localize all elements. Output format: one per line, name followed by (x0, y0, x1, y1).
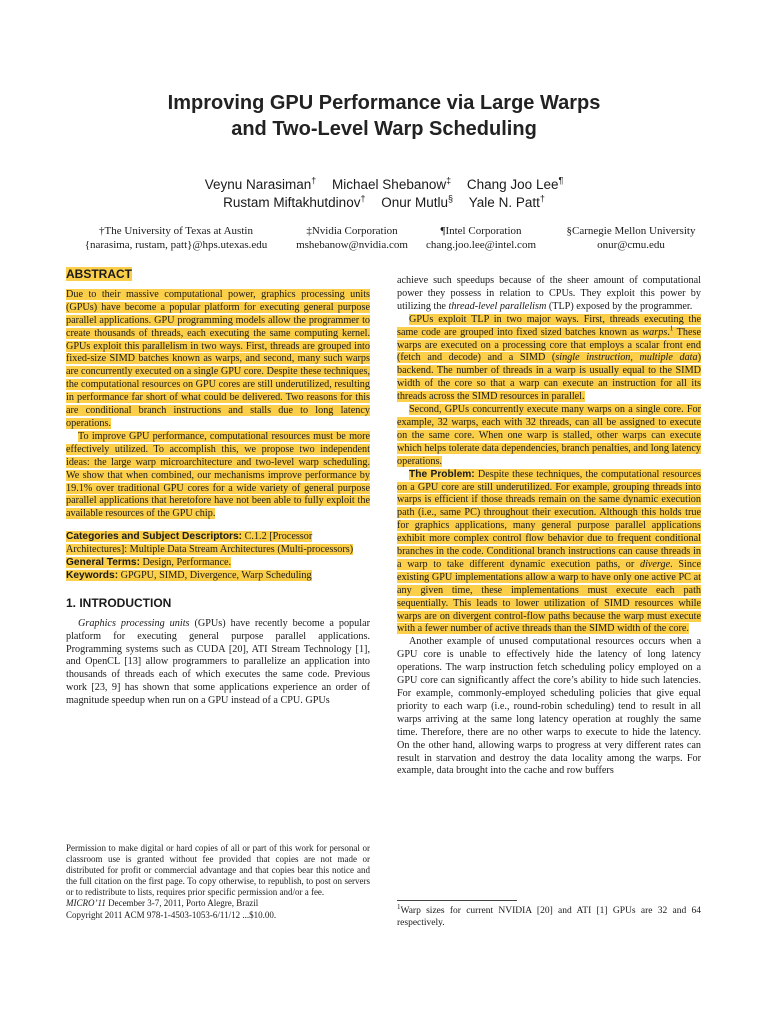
affiliation-ut-austin (64, 225, 288, 252)
intro-term: Graphics processing units (78, 617, 190, 629)
general-terms-block (66, 557, 370, 570)
emphasis-term: diverge (639, 558, 671, 570)
copyright-line: Copyright 2011 ACM 978-1-4503-1053-6/11/12 ...$10.00. (66, 909, 277, 920)
author (205, 177, 317, 192)
author-mark: † (360, 193, 366, 204)
venue-name: MICRO’11 (66, 898, 106, 909)
introduction-heading: 1. INTRODUCTION (66, 595, 172, 610)
paper-title (0, 90, 768, 142)
author (223, 195, 365, 210)
affiliation-intel (418, 225, 544, 252)
right-paragraph-0 (397, 275, 701, 314)
right-paragraph-3 (397, 469, 701, 637)
problem-label: The Problem: (409, 468, 475, 480)
affiliation-email: {narasima, rustam, patt}@hps.utexas.edu (84, 238, 268, 251)
permission-notice (66, 843, 370, 921)
highlighted-text: These warps are executed on a processing core that employs a scalar front end (fetch and decode) and a SIMD ( (397, 326, 701, 364)
abstract-text: Due to their massive computational power, graphics processing units (GPUs) have become a popular platform for executing general purpose parallel applications. GPU programming models allow the programmer to create thousands of threads, each executing the same computing kernel. GPUs exploit this parallelism in two ways. First, threads are grouped into fixed-size SIMD batches known as warps, and second, many such warps are concurrently executed on a single GPU core. Despite these techniques, the computational resources on GPU cores are still underutilized, resulting in performance far short of what could be delivered. Two reasons for this are conditional branch instructions and stalls due to long latency operations. (66, 288, 370, 429)
right-paragraph-4 (397, 636, 701, 778)
venue-details: December 3-7, 2011, Porto Alegre, Brazil (105, 898, 259, 909)
author-mark: ‡ (446, 175, 452, 186)
affiliation-name: ¶Intel Corporation (440, 225, 522, 237)
categories-label: Categories and Subject Descriptors: (66, 531, 243, 543)
highlighted-text: This leads to lower utilization of SIMD resources while warps are on divergent control-flow paths because the warp must execute with a fewer number of active threads than the SIMD width of the core. (397, 597, 702, 635)
right-column (397, 275, 701, 778)
left-column (66, 268, 370, 708)
right-paragraph-1: GPUs exploit TLP in two major ways. First, threads executing the same code are grouped into fixed sized batches known as warps.$^1$ These warps are executed on a processing core that employs a scalar front end (fetch and decode) and a SIMD (single instruction, multiple data) backend. The number of threads in a warp is usually equal to the SIMD width of the core so that a warp can execute an instruction for all its threads across the SIMD resources in parallel. (397, 313, 701, 403)
highlighted-text: Second, GPUs concurrently execute many warps on a single core. For example, 32 warps, each with 32 threads, can all be assigned to execute on the same core. When one warp is stalled, other warps can execute which helps tolerate data dependencies, branch penalties, and long latency operations. (397, 404, 701, 467)
affiliation-email: onur@cmu.edu (597, 238, 665, 251)
categories-text: C.1.2 [Processor Architectures]: Multiple Data Stream Architectures (Multi-processors) (66, 531, 354, 556)
author-name: Veynu Narasiman (204, 177, 312, 192)
affiliation-name: §Carnegie Mellon University (566, 225, 696, 237)
highlighted-text: First, threads executing the same code are grouped into fixed sized batches known as (397, 313, 701, 338)
affiliation-cmu (548, 225, 714, 252)
permission-text: Permission to make digital or hard copies of all or part of this work for personal or classroom use is granted without fee provided that copies are not made or distributed for profit or commercial advantage and that copies bear this notice and the full citation on the first page. To copy otherwise, to republish, to post on servers or to redistribute to lists, requires prior specific permission and/or a fee. (66, 843, 370, 898)
intro-paragraph-1 (66, 618, 370, 708)
author-mark: § (448, 193, 454, 204)
affiliation-email: chang.joo.lee@intel.com (425, 238, 536, 251)
title-line-1: Improving GPU Performance via Large Warps (167, 92, 601, 114)
venue-line (66, 898, 370, 909)
highlighted-text: . Since existing GPU implementations allow a warp to have only one active PC at any given time, these implementations must execute each path sequentially. (397, 558, 701, 609)
highlighted-text: ) backend. (397, 352, 701, 377)
author-mark: † (539, 193, 545, 204)
author-name: Yale N. Patt (468, 195, 540, 210)
keywords-text: GPGPU, SIMD, Divergence, Warp Scheduling (120, 569, 312, 581)
keywords-label: Keywords: (66, 569, 119, 581)
title-line-2: and Two-Level Warp Scheduling (231, 118, 537, 140)
affiliation-nvidia (288, 225, 416, 252)
highlighted-text: Despite these techniques, the computational resources on a GPU core are still underutilized. For example, grouping threads into warps is efficient if those threads remain on the same dynamic execution path (i.e., same PC) throughout their execution. Although this holds true for graphics applications, many general purpose parallel applications exhibit more complex control flow behavior due to frequent conditional branches in the code. Conditional branch instructions can cause threads in a warp to take different dynamic execution paths, or (397, 468, 701, 570)
footnote-marker: 1 (669, 324, 674, 333)
author-name: Onur Mutlu (381, 195, 449, 210)
intro-text: (GPUs) have recently become a popular platform for executing general purpose parallel applications. Programming systems such as CUDA [20], ATI Stream Technology [1], and OpenCL [13] allow programmers to parallelize an application into thousands of threads each of which executes the same code. Previous work [23, 9] has shown that some applications experience an order of magnitude speedup when run on a GPU instead of a CPU. GPUs (66, 617, 370, 707)
affiliation-email: mshebanow@nvidia.com (296, 238, 408, 251)
author-name: Rustam Miftakhutdinov (223, 195, 361, 210)
body-text: Another example of unused computational resources occurs when a GPU core is unable to effectively hide the latency of long latency operations. The warp instruction fetch scheduling policy employed on a GPU core can significantly affect the core’s ability to hide such latencies. For example, commonly-employed scheduling policies that give equal priority to each warp (i.e., round-robin scheduling) tend to result in all warps arriving at the same long latency operation at roughly the same time. Therefore, there are no other warps to execute to hide the latency. On the other hand, allowing warps to progress at very different rates can result in starvation and destroy the data locality among the warps. For example, data brought into the cache and row buffers (397, 636, 701, 777)
author (467, 177, 563, 192)
author-name: Michael Shebanow (332, 177, 447, 192)
author-row-2 (0, 194, 768, 212)
author-list (0, 176, 768, 212)
footnote-text: Warp sizes for current NVIDIA [20] and ATI [1] GPUs are 32 and 64 respectively. (397, 906, 701, 928)
footnote-divider (397, 900, 517, 901)
author (332, 177, 451, 192)
keywords-block (66, 570, 370, 583)
highlighted-text: GPUs exploit TLP in two major ways. (409, 313, 584, 325)
body-text: achieve such speedups because of the sheer amount of computational power they possess in relation to CPUs. They exploit this power by utilizing the (397, 275, 701, 312)
abstract-paragraph-1 (66, 289, 370, 431)
author (381, 195, 453, 210)
categories-block (66, 531, 370, 557)
emphasis-term: thread-level parallelism (448, 300, 547, 312)
affiliation-name: †The University of Texas at Austin (99, 225, 253, 237)
body-text: (TLP) exposed by the programmer. (546, 300, 693, 312)
footnote (397, 902, 701, 929)
general-terms-text: Design, Performance. (142, 557, 232, 569)
author (469, 195, 545, 210)
right-paragraph-2 (397, 404, 701, 469)
author-mark: † (311, 175, 317, 186)
affiliation-name: ‡Nvidia Corporation (306, 225, 398, 237)
author-row-1 (0, 176, 768, 194)
author-name: Chang Joo Lee (466, 177, 559, 192)
abstract-paragraph-2 (66, 431, 370, 521)
emphasis-term: warps (642, 326, 668, 338)
general-terms-label: General Terms: (66, 557, 140, 569)
abstract-text: To improve GPU performance, computational resources must be more effectively utilized. To accomplish this, we propose two independent ideas: the large warp microarchitecture and two-level warp scheduling. We show that when combined, our mechanisms improve performance by 19.1% over traditional GPU cores for a wide variety of general purpose parallel applications that heretofore have not been able to fully exploit the available resources of the GPU chip. (66, 430, 370, 520)
abstract-heading: ABSTRACT (66, 267, 132, 281)
author-mark: ¶ (558, 175, 564, 186)
emphasis-term: single instruction, multiple data (555, 352, 698, 364)
highlighted-text: The number of threads in a warp is usually equal to the SIMD width of the core so that a warp can execute an instruction for all its threads across the SIMD resources in parallel. (397, 365, 701, 403)
footnote-number: 1 (397, 902, 401, 911)
